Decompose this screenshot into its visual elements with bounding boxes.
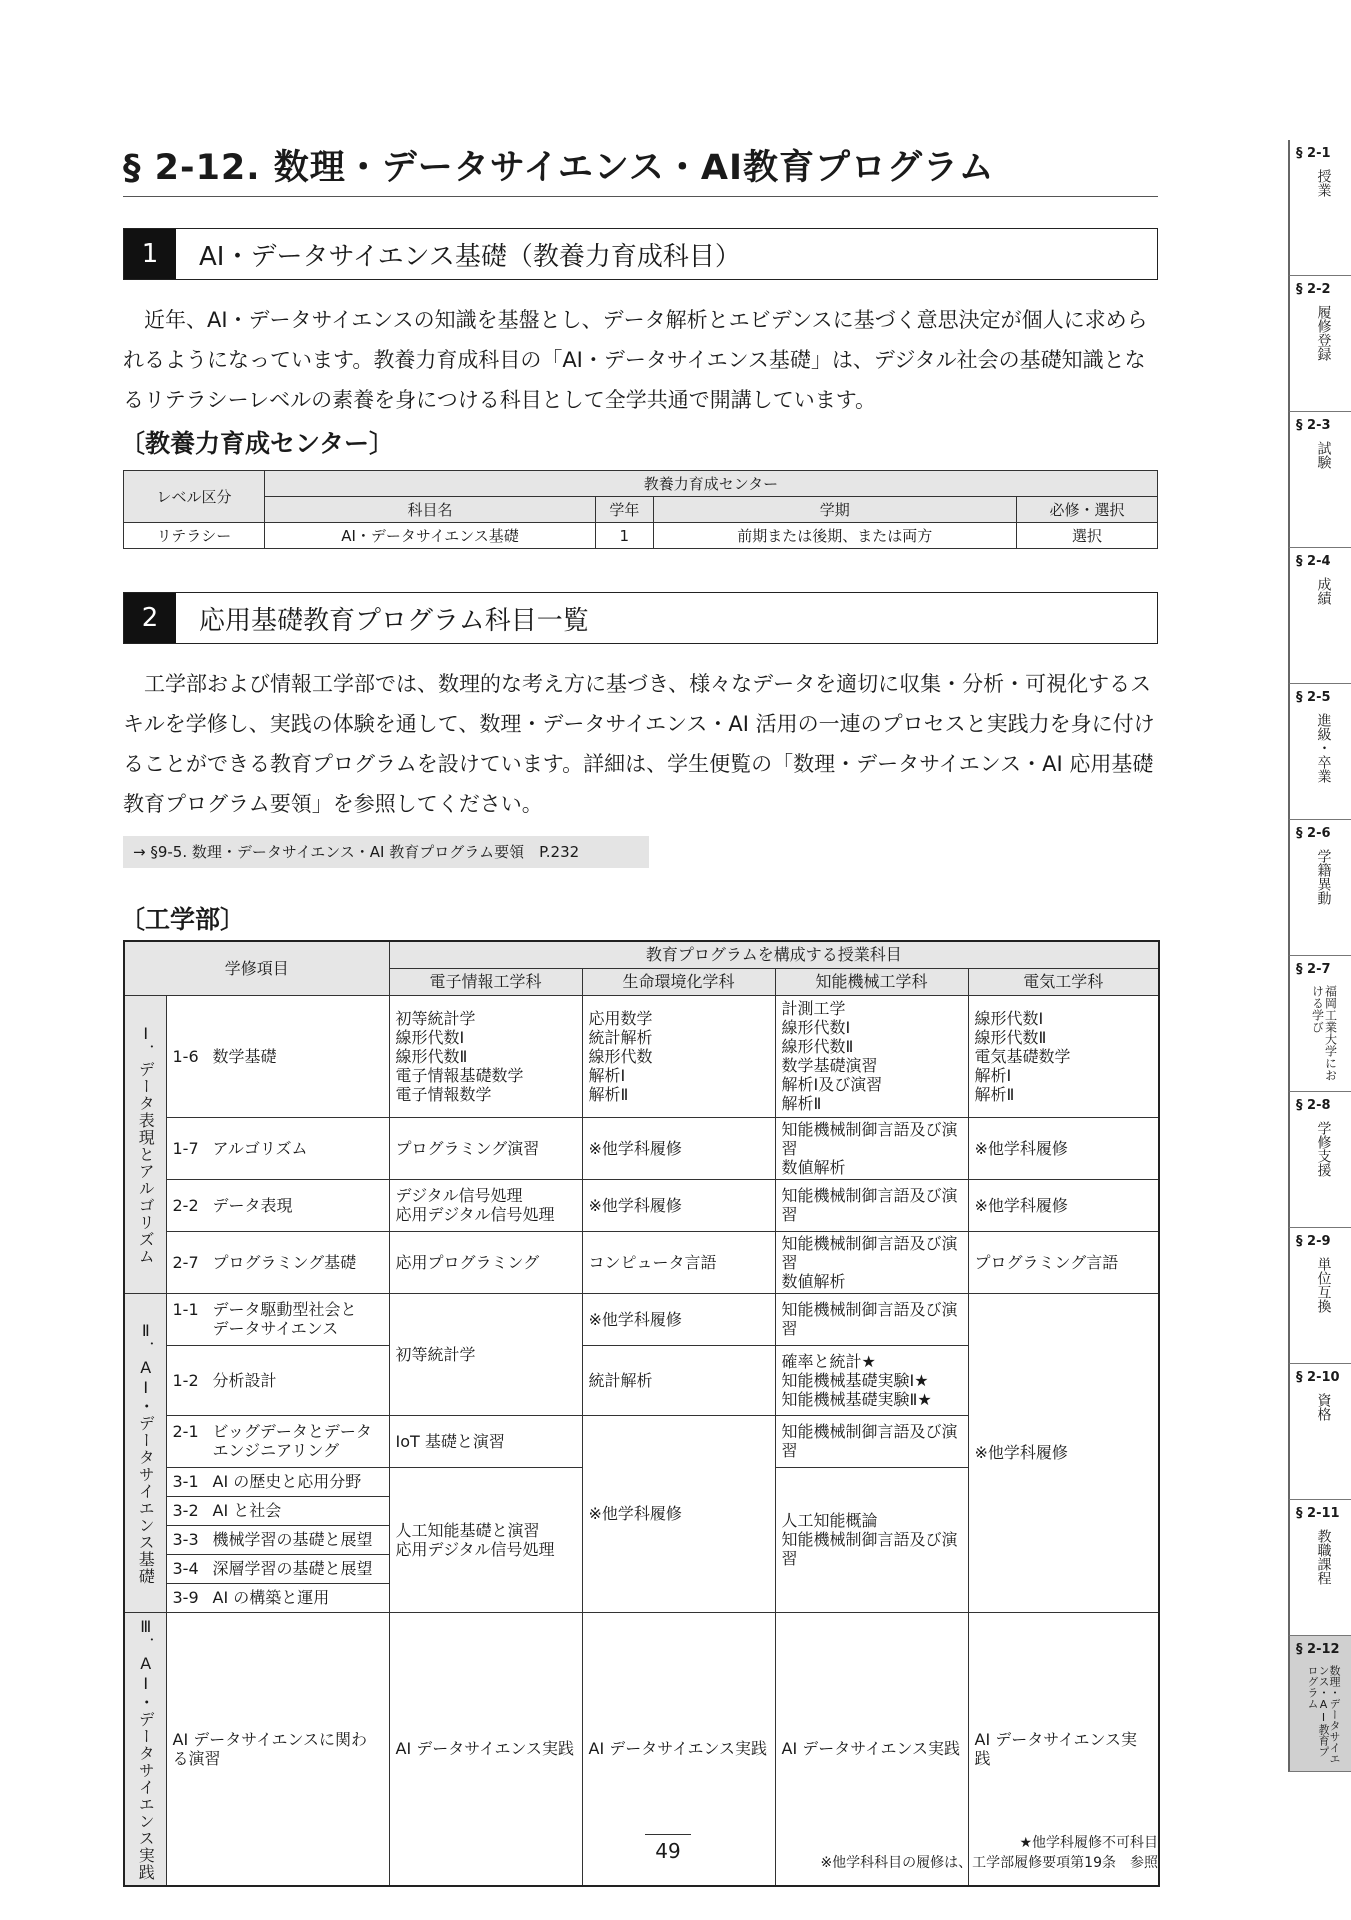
- item-cell: 3-9 AI の構築と運用: [166, 1583, 389, 1612]
- group-1-label: Ⅰ．データ表現とアルゴリズム: [124, 995, 166, 1293]
- cell: AI データサイエンス実践: [582, 1612, 775, 1886]
- cell: 選択: [1017, 523, 1158, 549]
- cell: AI・データサイエンス基礎: [264, 523, 595, 549]
- tab-2-1[interactable]: § 2-1 授業: [1288, 140, 1351, 276]
- th-col: 科目名: [264, 497, 595, 523]
- cell: ※他学科履修: [968, 1179, 1159, 1231]
- cell: 初等統計学 線形代数Ⅰ 線形代数Ⅱ 電子情報基礎数学 電子情報数学: [389, 995, 582, 1117]
- cell: コンピュータ言語: [582, 1231, 775, 1293]
- cell: 線形代数Ⅰ 線形代数Ⅱ 電気基礎数学 解析Ⅰ 解析Ⅱ: [968, 995, 1159, 1117]
- footnote-star: ★他学科履修不可科目: [1019, 1835, 1158, 1851]
- th-dept: 知能機械工学科: [775, 968, 968, 995]
- cell: 知能機械制御言語及び演習: [775, 1415, 968, 1467]
- tab-2-2[interactable]: § 2-2 履修登録: [1288, 276, 1351, 412]
- item-cell: 2-2 データ表現: [166, 1179, 389, 1231]
- item-cell: 3-3 機械学習の基礎と展望: [166, 1525, 389, 1554]
- cell: AI データサイエンス実践: [389, 1612, 582, 1886]
- tab-2-12[interactable]: § 2-12 数理・データサイエンス・AI教育プログラム: [1288, 1636, 1351, 1772]
- cell: 応用数学 統計解析 線形代数 解析Ⅰ 解析Ⅱ: [582, 995, 775, 1117]
- cell: 知能機械制御言語及び演習 数値解析: [775, 1231, 968, 1293]
- chapter-tabs: [1288, 140, 1351, 1772]
- section-label: 応用基礎教育プログラム科目一覧: [199, 605, 589, 636]
- cell: ※他学科履修: [582, 1415, 775, 1612]
- tab-2-7[interactable]: § 2-7 福岡工業大学における学び: [1288, 956, 1351, 1092]
- cell: 知能機械制御言語及び演習: [775, 1179, 968, 1231]
- cell: ※他学科履修: [582, 1293, 775, 1345]
- cell: プログラミング言語: [968, 1231, 1159, 1293]
- cell: 知能機械制御言語及び演習: [775, 1293, 968, 1345]
- th-col: 学年: [596, 497, 654, 523]
- cell: 人工知能概論 知能機械制御言語及び演習: [775, 1467, 968, 1612]
- tab-2-8[interactable]: § 2-8 学修支援: [1288, 1092, 1351, 1228]
- tab-2-9[interactable]: § 2-9 単位互換: [1288, 1228, 1351, 1364]
- tab-2-3[interactable]: § 2-3 試験: [1288, 412, 1351, 548]
- cell: 人工知能基礎と演習 応用デジタル信号処理: [389, 1467, 582, 1612]
- reference-link[interactable]: → §9-5. 数理・データサイエンス・AI 教育プログラム要領 P.232: [123, 836, 649, 868]
- program-table: [123, 940, 1160, 1887]
- literacy-table: [123, 470, 1158, 549]
- cell: ※他学科履修: [968, 1293, 1159, 1612]
- tab-2-4[interactable]: § 2-4 成績: [1288, 548, 1351, 684]
- th-level: レベル区分: [124, 471, 265, 523]
- tab-2-11[interactable]: § 2-11 教職課程: [1288, 1500, 1351, 1636]
- cell: 計測工学 線形代数Ⅰ 線形代数Ⅱ 数学基礎演習 解析Ⅰ及び演習 解析Ⅱ: [775, 995, 968, 1117]
- th-group: 教育プログラムを構成する授業科目: [389, 941, 1159, 968]
- section-2-paragraph: 工学部および情報工学部では、数理的な考え方に基づき、様々なデータを適切に収集・分析・可視化するスキルを学修し、実践の体験を通して、数理・データサイエンス・AI 活用の一連のプロセスと実践力を身に付けることができる教育プログラムを設けています。詳細は、学生便覧の「数理・データサイエンス・AI 応用基礎教育プログラム要領」を参照してください。: [123, 672, 1155, 816]
- cell: 知能機械制御言語及び演習 数値解析: [775, 1117, 968, 1179]
- th-dept: 電気工学科: [968, 968, 1159, 995]
- cell: 統計解析: [582, 1345, 775, 1415]
- cell: デジタル信号処理 応用デジタル信号処理: [389, 1179, 582, 1231]
- th-col: 学期: [653, 497, 1016, 523]
- th-group: 教養力育成センター: [264, 471, 1157, 497]
- section-label: AI・データサイエンス基礎（教養力育成科目）: [199, 241, 741, 272]
- item-cell: 3-2 AI と社会: [166, 1496, 389, 1525]
- item-cell: 2-1 ビッグデータとデータ エンジニアリング: [166, 1415, 389, 1467]
- cell: 1: [596, 523, 654, 549]
- page-title: § 2-12. 数理・データサイエンス・AI教育プログラム: [123, 140, 1158, 197]
- cell: プログラミング演習: [389, 1117, 582, 1179]
- section-number: 1: [124, 229, 176, 279]
- item-cell: 1-7 アルゴリズム: [166, 1117, 389, 1179]
- section-2-header: [123, 592, 1158, 644]
- tab-2-10[interactable]: § 2-10 資格: [1288, 1364, 1351, 1500]
- item-cell: 1-2 分析設計: [166, 1345, 389, 1415]
- tab-2-6[interactable]: § 2-6 学籍異動: [1288, 820, 1351, 956]
- cell: AI データサイエンス実践: [968, 1612, 1159, 1886]
- th-col: 必修・選択: [1017, 497, 1158, 523]
- cell: 前期または後期、または両方: [653, 523, 1016, 549]
- cell: AI データサイエンス実践: [775, 1612, 968, 1886]
- section-number: 2: [124, 593, 176, 643]
- cell: IoT 基礎と演習: [389, 1415, 582, 1467]
- item-cell: AI データサイエンスに関わる演習: [166, 1612, 389, 1886]
- section-1-header: [123, 228, 1158, 280]
- th-item: 学修項目: [124, 941, 389, 995]
- item-cell: 2-7 プログラミング基礎: [166, 1231, 389, 1293]
- cell: 確率と統計★ 知能機械基礎実験Ⅰ★ 知能機械基礎実験Ⅱ★: [775, 1345, 968, 1415]
- cell: リテラシー: [124, 523, 265, 549]
- cell: ※他学科履修: [968, 1117, 1159, 1179]
- item-cell: 1-6 数学基礎: [166, 995, 389, 1117]
- item-cell: 1-1 データ駆動型社会と データサイエンス: [166, 1293, 389, 1345]
- page-number: 49: [645, 1834, 691, 1863]
- cell: ※他学科履修: [582, 1179, 775, 1231]
- item-cell: 3-1 AI の歴史と応用分野: [166, 1467, 389, 1496]
- group-3-label: Ⅲ．AI・データサイエンス実践: [124, 1612, 166, 1886]
- subheading-faculty: 〔工学部〕: [120, 905, 246, 934]
- tab-2-5[interactable]: § 2-5 進級・卒業: [1288, 684, 1351, 820]
- group-2-label: Ⅱ．AI・データサイエンス基礎: [124, 1293, 166, 1612]
- footnote-rule: ※他学科科目の履修は、工学部履修要項第19条 参照: [820, 1855, 1158, 1871]
- section-1-paragraph: 近年、AI・データサイエンスの知識を基盤とし、データ解析とエビデンスに基づく意思決定が個人に求められるようになっています。教養力育成科目の「AI・データサイエンス基礎」は、デジタル社会の基礎知識となるリテラシーレベルの素養を身につける科目として全学共通で開講しています。: [123, 308, 1148, 412]
- cell: ※他学科履修: [582, 1117, 775, 1179]
- item-cell: 3-4 深層学習の基礎と展望: [166, 1554, 389, 1583]
- th-dept: 生命環境化学科: [582, 968, 775, 995]
- cell: 応用プログラミング: [389, 1231, 582, 1293]
- cell: 初等統計学: [389, 1293, 582, 1415]
- th-dept: 電子情報工学科: [389, 968, 582, 995]
- subheading-center: 〔教養力育成センター〕: [120, 429, 395, 458]
